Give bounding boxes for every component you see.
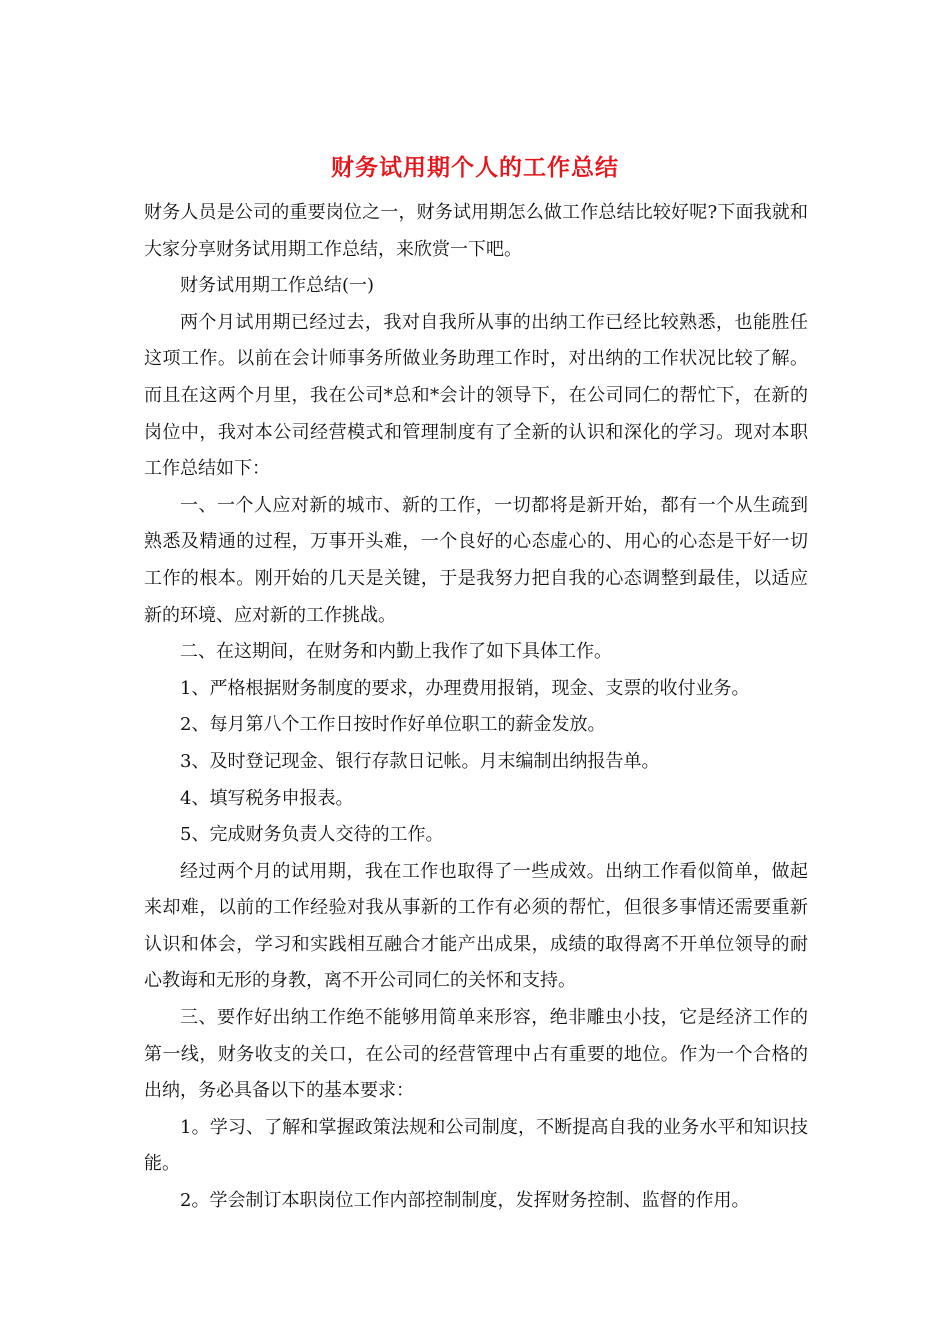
paragraph: 1、严格根据财务制度的要求，办理费用报销，现金、支票的收付业务。 — [180, 677, 750, 699]
paragraph: 两个月试用期已经过去，我对自我所从事的出纳工作已经比较熟悉，也能胜任这项工作。以前在会计师事务所做业务助理工作时，对出纳的工作状况比较了解。而且在这两个月里，我在公司*总和*会计的领导下，在公司同仁的帮忙下，在新的岗位中，我对本公司经营模式和管理制度有了全新的认识和深化的学习。现对本职工作总结如下： — [144, 311, 808, 480]
paragraph: 经过两个月的试用期，我在工作也取得了一些成效。出纳工作看似简单，做起来却难，以前的工作经验对我从事新的工作有必须的帮忙，但很多事情还需要重新认识和体会，学习和实践相互融合才能产出成果，成绩的取得离不开单位领导的耐心教诲和无形的身教，离不开公司同仁的关怀和支持。 — [144, 860, 808, 992]
document-title: 财务试用期个人的工作总结 — [331, 154, 619, 181]
paragraph: 财务试用期工作总结(一) — [180, 275, 375, 297]
paragraph: 3、及时登记现金、银行存款日记帐。月末编制出纳报告单。 — [180, 750, 660, 772]
paragraph: 一、一个人应对新的城市、新的工作，一切都将是新开始，都有一个从生疏到熟悉及精通的过程，万事开头难，一个良好的心态虚心的、用心的心态是干好一切工作的根本。刚开始的几天是关键，于是我努力把自我的心态调整到最佳，以适应新的环境、应对新的工作挑战。 — [144, 494, 808, 626]
paragraph: 1。学习、了解和掌握政策法规和公司制度，不断提高自我的业务水平和知识技能。 — [144, 1116, 808, 1175]
paragraph: 5、完成财务负责人交待的工作。 — [180, 824, 444, 846]
paragraph: 4、填写税务申报表。 — [180, 787, 354, 809]
document-body — [144, 195, 808, 1220]
paragraph: 财务人员是公司的重要岗位之一，财务试用期怎么做工作总结比较好呢?下面我就和大家分享财务试用期工作总结，来欣赏一下吧。 — [144, 202, 808, 260]
paragraph: 2。学会制订本职岗位工作内部控制制度，发挥财务控制、监督的作用。 — [180, 1190, 750, 1212]
paragraph: 三、要作好出纳工作绝不能够用简单来形容，绝非雕虫小技，它是经济工作的第一线，财务收支的关口，在公司的经营管理中占有重要的地位。作为一个合格的出纳，务必具备以下的基本要求： — [144, 1007, 808, 1102]
paragraph: 二、在这期间，在财务和内勤上我作了如下具体工作。 — [180, 641, 612, 663]
paragraph: 2、每月第八个工作日按时作好单位职工的薪金发放。 — [180, 714, 606, 736]
